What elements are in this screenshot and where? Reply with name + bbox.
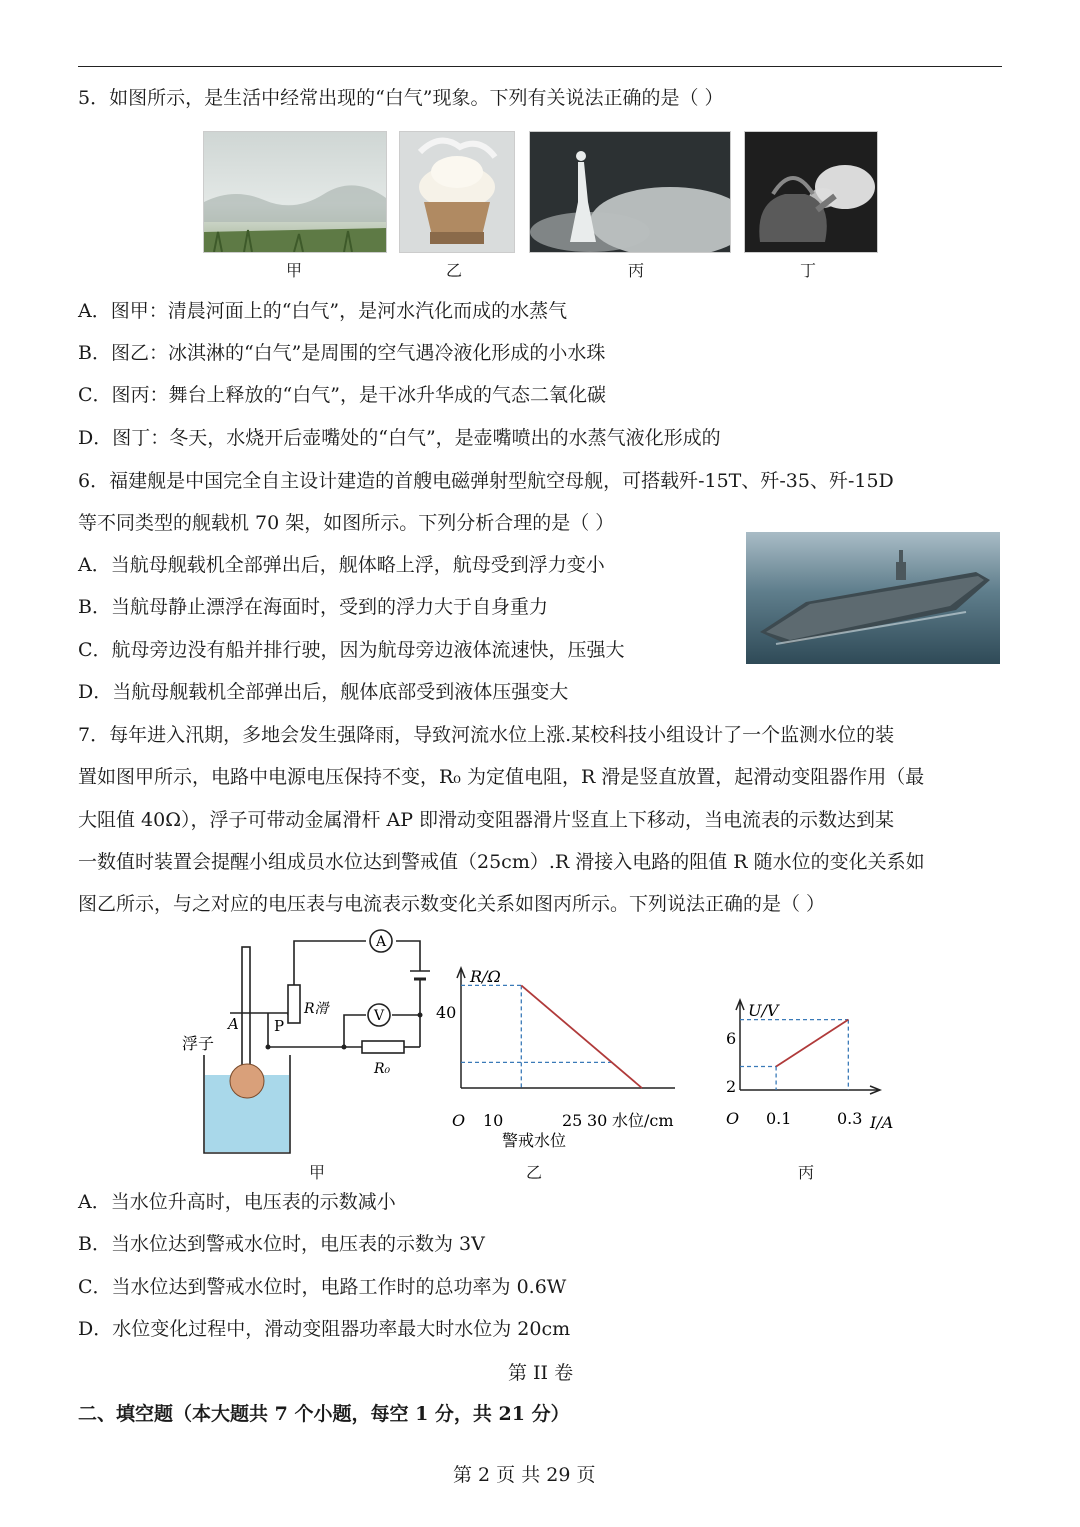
q5-option-b: B．图乙：冰淇淋的“白气”是周围的空气遇冷液化形成的小水珠 (78, 342, 606, 364)
photo-kettle-steam (744, 131, 878, 253)
q5-caption-yi: 乙 (446, 261, 463, 280)
bing-ylabel: U/V (748, 1001, 779, 1020)
label-A: A (228, 1015, 239, 1033)
q7-caption-yi: 乙 (526, 1163, 543, 1182)
q7-caption-jia: 甲 (309, 1163, 326, 1182)
header-rule (78, 66, 1002, 67)
section-heading: 二、填空题（本大题共 7 个小题，每空 1 分，共 21 分） (78, 1403, 570, 1425)
q7-option-a: A．当水位升高时，电压表的示数减小 (78, 1191, 396, 1213)
voltmeter-label: V (373, 1008, 385, 1024)
yi-data-line (521, 985, 642, 1088)
bing-xtick-0.3: 0.3 (837, 1109, 863, 1128)
yi-ylabel: R/Ω (470, 967, 501, 986)
chart-U-vs-I (720, 996, 910, 1141)
volume-title: 第 II 卷 (508, 1362, 574, 1384)
yi-xtick-25: 25 (562, 1111, 583, 1130)
bing-xtick-0.1: 0.1 (766, 1109, 792, 1128)
bing-xlabel: I/A (870, 1113, 894, 1132)
page-footer: 第 2 页 共 29 页 (453, 1464, 596, 1486)
bing-ytick-6: 6 (726, 1029, 737, 1048)
photo-ice-cream (399, 131, 515, 253)
q7-option-b: B．当水位达到警戒水位时，电压表的示数为 3V (78, 1233, 485, 1255)
q6-stem-line2: 等不同类型的舰载机 70 架，如图所示。下列分析合理的是（ ） (78, 512, 615, 534)
q6-stem-line1: 6．福建舰是中国完全自主设计建造的首艘电磁弹射型航空母舰，可搭载歼-15T、歼-35、歼-15D (78, 470, 894, 492)
q7-option-d: D．水位变化过程中，滑动变阻器功率最大时水位为 20cm (78, 1318, 571, 1340)
yi-xtick-30: 30 (587, 1111, 608, 1130)
bing-origin: O (726, 1109, 740, 1128)
q5-caption-jia: 甲 (286, 261, 303, 280)
q7-stem-line2: 置如图甲所示，电路中电源电压保持不变，R₀ 为定值电阻，R 滑是竖直放置，起滑动变阻器作用（最 (78, 766, 925, 788)
q7-option-c: C．当水位达到警戒水位时，电路工作时的总功率为 0.6W (78, 1276, 567, 1298)
q6-option-d: D．当航母舰载机全部弹出后，舰体底部受到液体压强变大 (78, 681, 569, 703)
q5-caption-bing: 丙 (628, 261, 645, 280)
q5-option-c: C．图丙：舞台上释放的“白气”，是干冰升华成的气态二氧化碳 (78, 384, 606, 406)
label-P: P (274, 1017, 285, 1035)
yi-annotation: 警戒水位 (502, 1131, 567, 1150)
chart-R-vs-water-level (430, 960, 690, 1155)
q5-stem: 5．如图所示，是生活中经常出现的“白气”现象。下列有关说法正确的是（ ） (78, 87, 724, 109)
bing-data-line (776, 1020, 848, 1067)
q5-option-d: D．图丁：冬天，水烧开后壶嘴处的“白气”，是壶嘴喷出的水蒸气液化形成的 (78, 427, 721, 449)
q7-stem-line5: 图乙所示，与之对应的电压表与电流表示数变化关系如图丙所示。下列说法正确的是（ ） (78, 893, 826, 915)
yi-xlabel: 水位/cm (612, 1111, 674, 1130)
bing-ytick-2: 2 (726, 1077, 737, 1096)
yi-ytick-40: 40 (436, 1003, 457, 1022)
q7-caption-bing: 丙 (798, 1163, 815, 1182)
q5-option-a: A．图甲：清晨河面上的“白气”，是河水汽化而成的水蒸气 (78, 300, 568, 322)
label-float: 浮子 (182, 1034, 215, 1053)
q7-stem-line4: 一数值时装置会提醒小组成员水位达到警戒值（25cm）.R 滑接入电路的阻值 R 随水位的变化关系如 (78, 851, 925, 873)
q6-option-b: B．当航母静止漂浮在海面时，受到的浮力大于自身重力 (78, 596, 548, 618)
q7-stem-line1: 7．每年进入汛期，多地会发生强降雨，导致河流水位上涨.某校科技小组设计了一个监测水位的装 (78, 724, 895, 746)
photo-stage-fog (529, 131, 731, 253)
q7-circuit-diagram (170, 925, 440, 1190)
q6-option-a: A．当航母舰载机全部弹出后，舰体略上浮，航母受到浮力变小 (78, 554, 605, 576)
photo-aircraft-carrier (746, 532, 1000, 664)
ammeter-label: A (375, 934, 387, 950)
label-R0: R₀ (374, 1061, 391, 1077)
q5-caption-ding: 丁 (800, 261, 817, 280)
q6-option-c: C．航母旁边没有船并排行驶，因为航母旁边液体流速快，压强大 (78, 639, 625, 661)
photo-river-mist (203, 131, 387, 253)
yi-origin: O (452, 1111, 466, 1130)
q7-stem-line3: 大阻值 40Ω），浮子可带动金属滑杆 AP 即滑动变阻器滑片竖直上下移动，当电流表的示数达到某 (78, 809, 895, 831)
label-R-slide: R滑 (304, 1001, 329, 1017)
yi-xtick-10: 10 (483, 1111, 504, 1130)
